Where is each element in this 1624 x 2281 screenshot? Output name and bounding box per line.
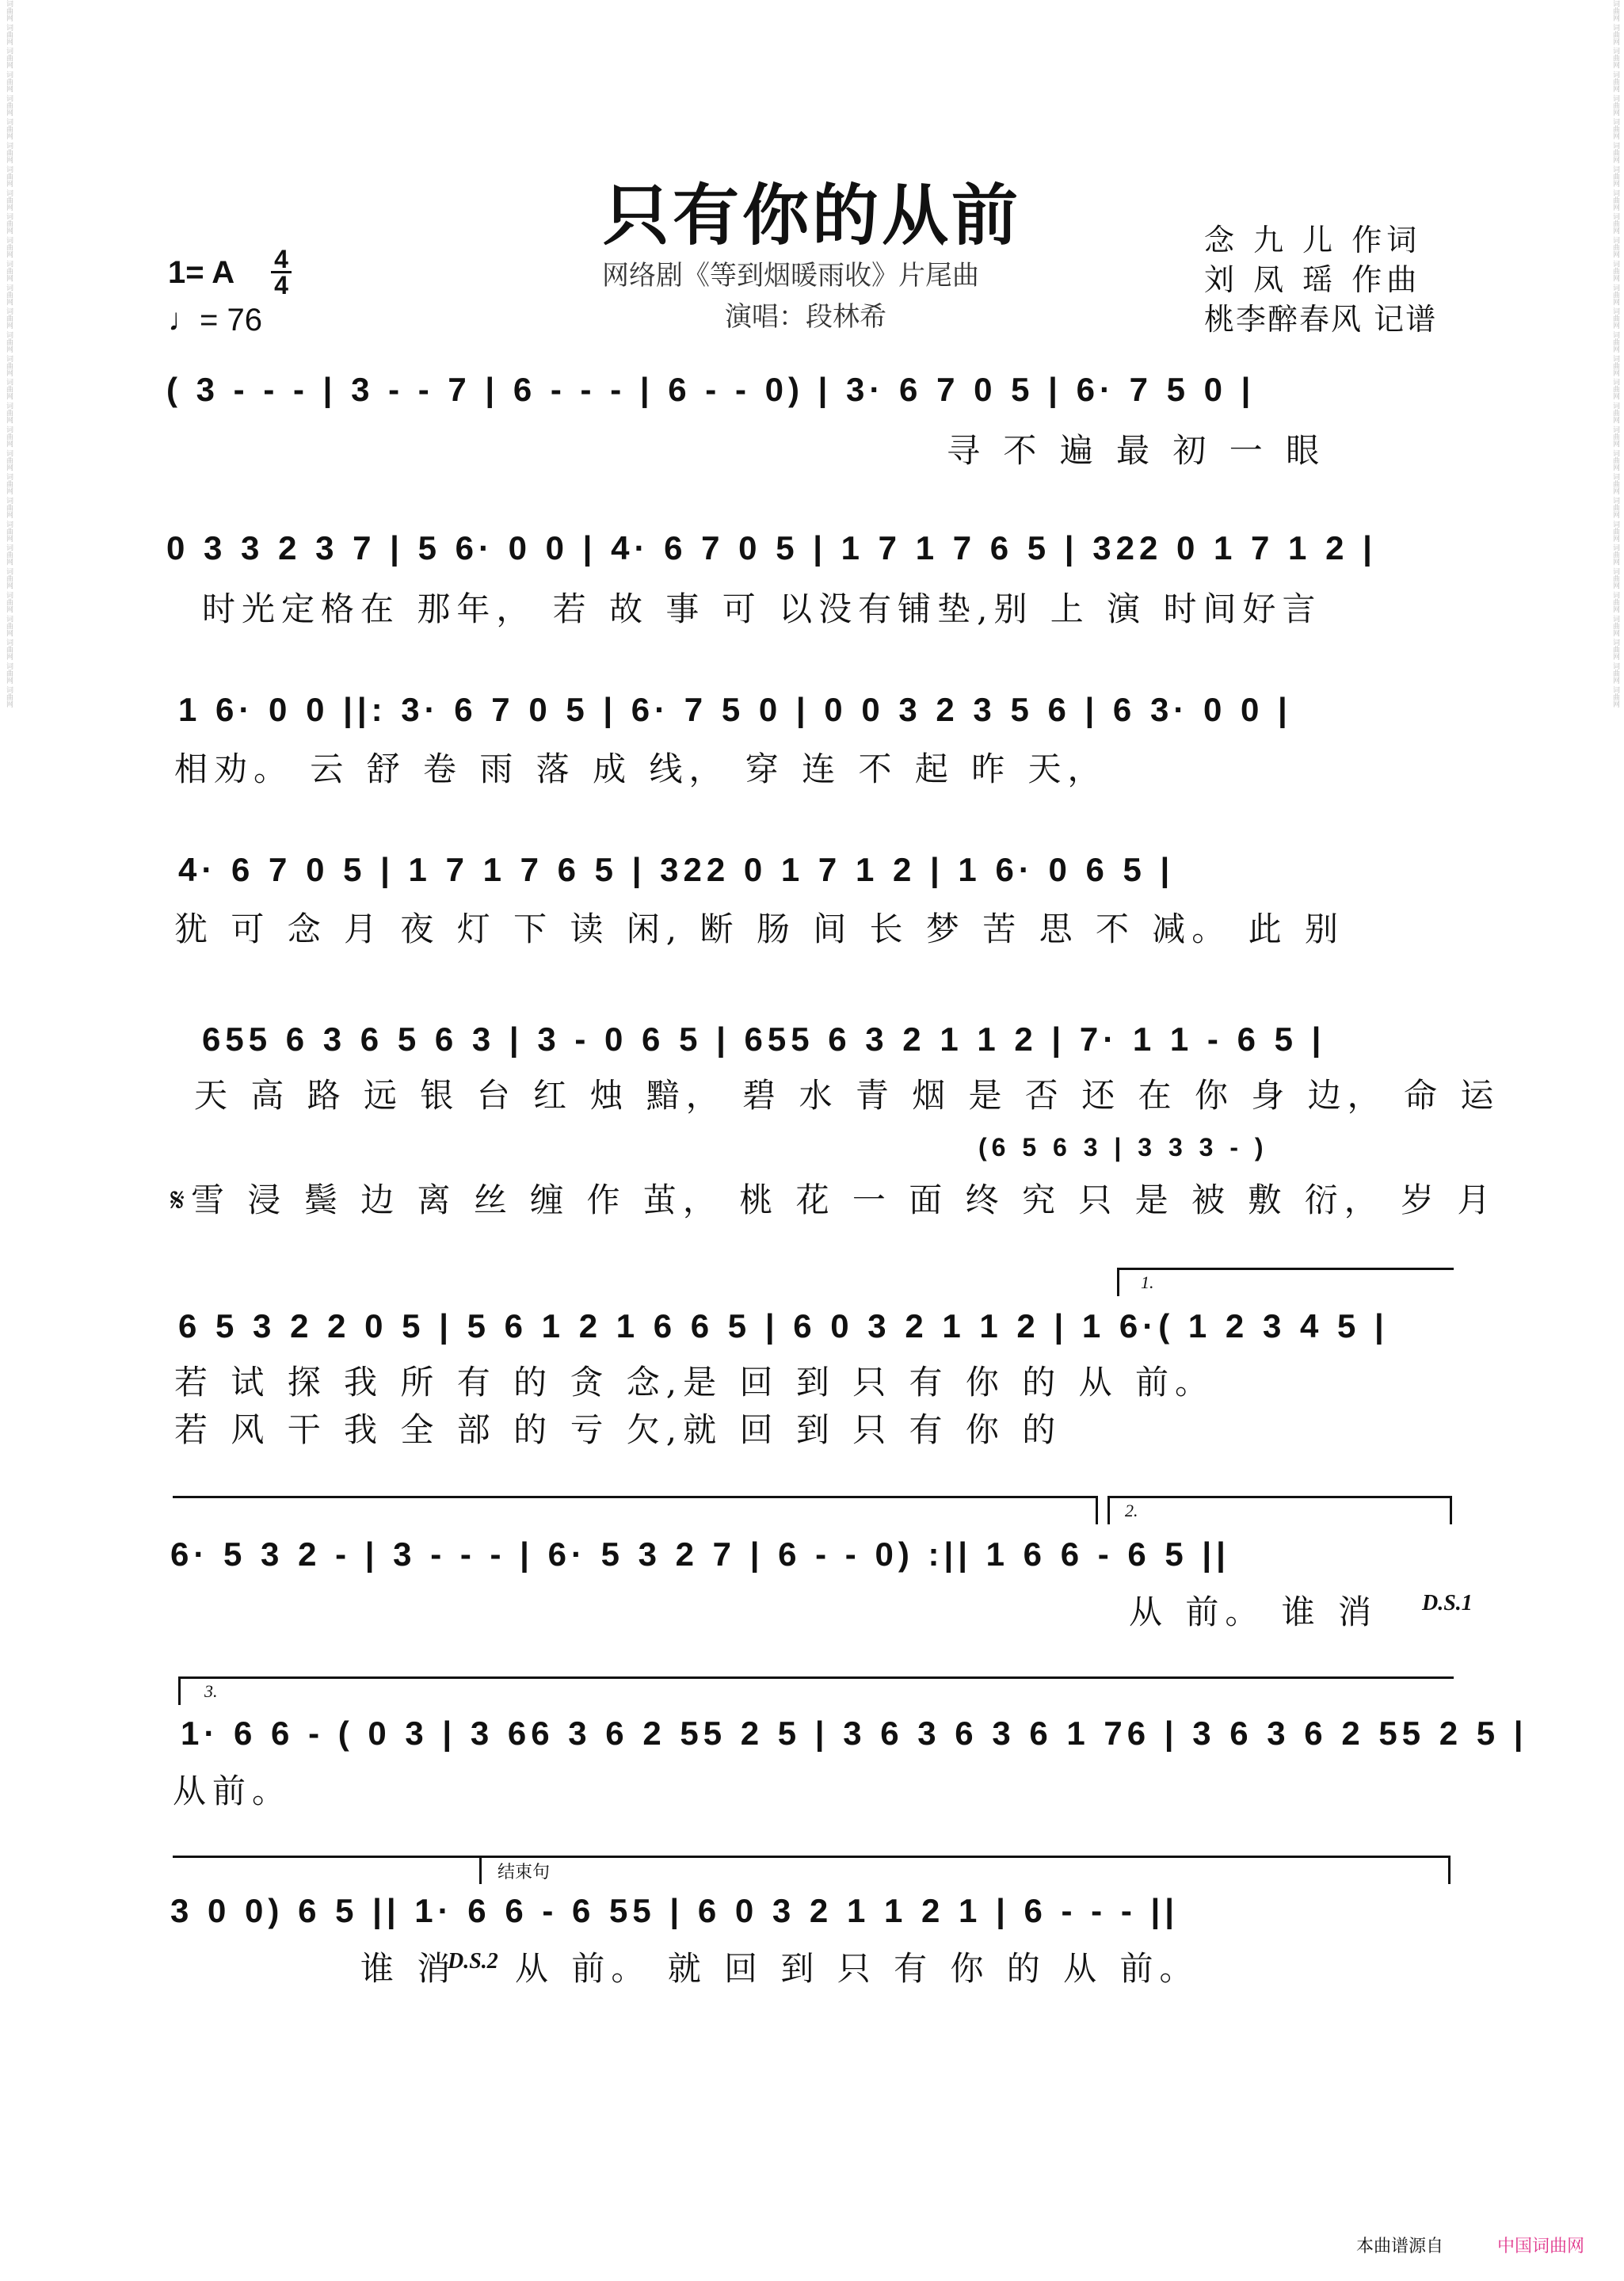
volta-final-bracket-right <box>1448 1856 1451 1884</box>
lyric-row-6a: 若 试 探 我 所 有 的 贪 念,是 回 到 只 有 你 的 从 前。 <box>174 1363 1214 1402</box>
lyric-row-5: 天 高 路 远 银 台 红 烛 黯， 碧 水 青 烟 是 否 还 在 你 身 边， 命 运 <box>194 1076 1500 1115</box>
ending-bracket-left <box>479 1856 482 1884</box>
lyric-row-9a: 谁 消 <box>360 1949 457 1988</box>
key-signature: 1= A <box>168 255 235 290</box>
volta-1-continuation <box>173 1496 1096 1498</box>
lyric-row-6b: 若 风 干 我 全 部 的 亏 欠,就 回 到 只 有 你 的 <box>174 1410 1062 1449</box>
notation-row-8: 1· 6 6 - ( 0 3 | 3 66 3 6 2 55 2 5 | 3 6 3 6 3 6 1 76 | 3 6 3 6 2 55 2 5 | <box>181 1715 1528 1752</box>
lyric-row-5b: 𝄋雪 浸 鬓 边 离 丝 缠 作 茧， 桃 花 一 面 终 究 只 是 被 敷 衍， 岁 月 <box>170 1181 1497 1219</box>
notation-row-3: 1 6· 0 0 ||: 3· 6 7 0 5 | 6· 7 5 0 | 0 0 3 2 3 5 6 | 6 3· 0 0 | <box>178 691 1292 728</box>
lyric-row-8: 从前。 <box>173 1772 292 1810</box>
volta-1-bracket-left <box>1117 1268 1119 1296</box>
volta-1-label: 1. <box>1141 1272 1154 1292</box>
volta-1-bracket-top <box>1117 1268 1454 1270</box>
notation-row-5: 655 6 3 6 5 6 3 | 3 - 0 6 5 | 655 6 3 2 1 1 2 | 7· 1 1 - 6 5 | <box>202 1020 1326 1058</box>
volta-3-label: 3. <box>204 1681 218 1701</box>
notation-row-4: 4· 6 7 0 5 | 1 7 1 7 6 5 | 322 0 1 7 1 2 | 1 6· 0 6 5 | <box>178 851 1175 888</box>
subtitle: 网络剧《等到烟暖雨收》片尾曲 <box>602 260 979 292</box>
footer-source-label: 本曲谱源自 <box>1356 2237 1444 2256</box>
volta-3-bracket-top <box>178 1676 1454 1679</box>
volta-3-bracket-left <box>178 1676 181 1705</box>
tempo-marking: ♩= 76 <box>168 303 262 338</box>
volta-1-bracket-right <box>1096 1496 1098 1524</box>
singer-credit: 演唱：段林希 <box>725 301 886 333</box>
volta-continuation-final <box>173 1856 1448 1858</box>
time-signature <box>271 247 292 297</box>
notation-row-6: 6 5 3 2 2 0 5 | 5 6 1 2 1 6 6 5 | 6 0 3 2 1 1 2 | 1 6·( 1 2 3 4 5 | <box>178 1307 1389 1345</box>
side-watermark-left: 词曲网 词曲网 词曲网 词曲网 词曲网 词曲网 词曲网 词曲网 词曲网 词曲网 词曲网 词曲网 词曲网 词曲网 词曲网 词曲网 词曲网 词曲网 词曲网 词曲网 词曲网 词曲网 词曲网 词曲网 词曲网 词曲网 词曲网 词曲网 词曲网 词曲网 <box>5 0 13 708</box>
lyricist-credit: 念 九 儿 作词 <box>1204 223 1422 257</box>
lyric-row-1: 寻 不 遍 最 初 一 眼 <box>947 431 1326 470</box>
lyric-row-7: 从 前。 谁 消 <box>1129 1593 1378 1631</box>
transcriber-credit: 桃李醉春风 记谱 <box>1204 302 1438 337</box>
time-signature-bottom: 4 <box>274 271 288 299</box>
lyric-row-3: 相劝。 云 舒 卷 雨 落 成 线， 穿 连 不 起 昨 天， <box>174 750 1107 788</box>
notation-row-1: ( 3 - - - | 3 - - 7 | 6 - - - | 6 - - 0) | 3· 6 7 0 5 | 6· 7 5 0 | <box>166 371 1256 408</box>
time-signature-top: 4 <box>274 245 288 273</box>
lyric-row-2: 时光定格在 那年， 若 故 事 可 以没有铺垫,别 上 演 时间好言 <box>202 589 1322 628</box>
notation-row-2: 0 3 3 2 3 7 | 5 6· 0 0 | 4· 6 7 0 5 | 1 7 1 7 6 5 | 322 0 1 7 1 2 | <box>166 529 1377 566</box>
lyric-row-4: 犹 可 念 月 夜 灯 下 读 闲, 断 肠 间 长 梦 苦 思 不 减。 此 别 <box>174 910 1345 948</box>
notation-row-7: 6· 5 3 2 - | 3 - - - | 6· 5 3 2 7 | 6 - - 0) :|| 1 6 6 - 6 5 || <box>170 1535 1230 1573</box>
volta-2-bracket-right <box>1450 1496 1452 1524</box>
notation-row-9: 3 0 0) 6 5 || 1· 6 6 - 6 55 | 6 0 3 2 1 1 2 1 | 6 - - - || <box>170 1892 1179 1929</box>
footer-site-link[interactable]: 中国词曲网 <box>1497 2237 1585 2256</box>
side-watermark-right: 词曲网 词曲网 词曲网 词曲网 词曲网 词曲网 词曲网 词曲网 词曲网 词曲网 词曲网 词曲网 词曲网 词曲网 词曲网 词曲网 词曲网 词曲网 词曲网 词曲网 词曲网 词曲网 词曲网 词曲网 词曲网 词曲网 词曲网 词曲网 词曲网 词曲网 <box>1611 0 1619 708</box>
ending-label: 结束句 <box>497 1862 551 1882</box>
volta-2-label: 2. <box>1125 1501 1138 1520</box>
volta-2-bracket-top <box>1107 1496 1450 1498</box>
lyric-row-9b: 从 前。 就 回 到 只 有 你 的 从 前。 <box>515 1949 1199 1988</box>
ds2-marker: D.S.2 <box>448 1949 498 1974</box>
ds1-marker: D.S.1 <box>1422 1591 1473 1615</box>
notation-row-5b: (6 5 6 3 | 3 3 3 - ) <box>978 1133 1268 1161</box>
page-title: 只有你的从前 <box>602 177 1021 254</box>
volta-2-bracket-left <box>1107 1496 1110 1524</box>
composer-credit: 刘 凤 瑶 作曲 <box>1204 262 1422 297</box>
